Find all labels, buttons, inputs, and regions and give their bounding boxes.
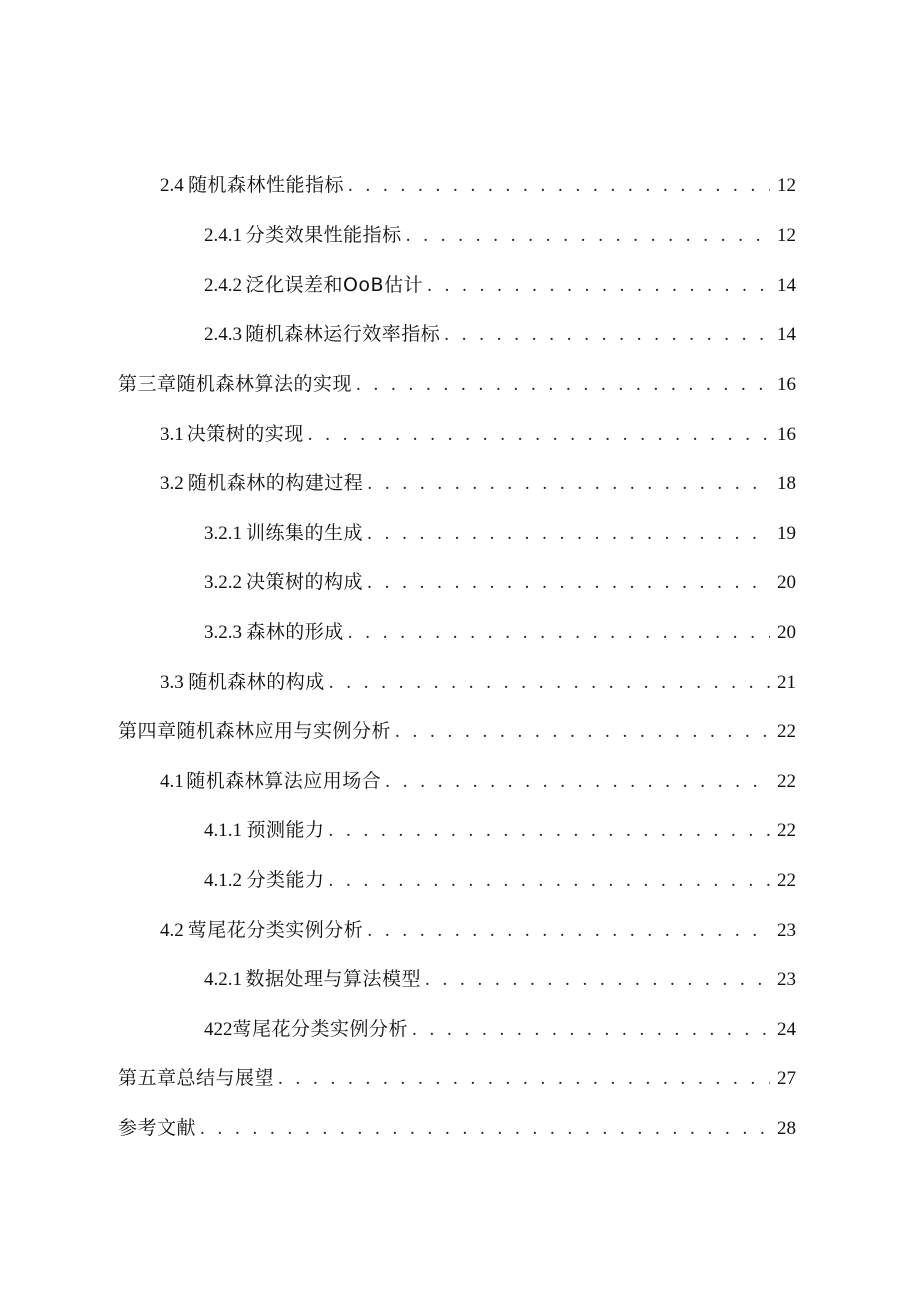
toc-page: 27 [777,1068,796,1089]
toc-page: 22 [777,870,796,891]
toc-title: 随机森林的构建过程 [187,472,364,494]
toc-number: 3.1 [160,424,184,445]
toc-number: 2.4.2 [204,275,242,296]
toc-number: 4.2 [160,920,184,941]
dot-leader [367,567,770,599]
dot-leader [328,865,770,897]
toc-number: 3.2.1 [204,523,242,544]
dot-leader [356,369,770,401]
dot-leader [348,617,770,649]
dot-leader [395,716,770,748]
toc-page: 20 [777,622,796,643]
toc-page: 20 [777,572,796,593]
toc-page: 28 [777,1118,796,1139]
toc-entry-3-2[interactable] [160,467,796,499]
toc-entry-4-2-2[interactable] [204,1013,796,1045]
toc-title: 决策树的构成 [246,571,364,593]
toc-title: 分类效果性能指标 [245,224,402,246]
toc-title: 训练集的生成 [246,522,364,544]
toc-title: 第五章总结与展望 [118,1067,275,1089]
toc-page: 22 [777,721,796,742]
toc-number: 3.2.2 [204,572,242,593]
toc-entry-chapter-5[interactable] [118,1062,796,1094]
toc-entry-references[interactable] [118,1112,796,1144]
toc-page: 21 [777,672,796,693]
dot-leader [329,667,770,699]
toc-entry-chapter-3[interactable] [118,368,796,400]
toc-title: 第四章随机森林应用与实例分析 [118,720,392,742]
toc-title: 预测能力 [246,819,325,841]
toc-entry-2-4-3[interactable] [204,318,796,350]
dot-leader [406,220,770,252]
toc-title: 森林的形成 [246,621,344,643]
toc-page: 18 [777,473,796,494]
dot-leader [444,319,770,351]
toc-entry-4-2-1[interactable] [204,963,796,995]
toc-title: 决策树的实现 [186,423,304,445]
toc-entry-chapter-4[interactable] [118,715,796,747]
toc-title: 随机森林性能指标 [188,174,345,196]
toc-page: 24 [777,1019,796,1040]
toc-title: 随机森林的构成 [188,671,325,693]
toc-entry-2-4[interactable] [160,169,796,201]
dot-leader [348,170,770,202]
dot-leader [367,468,770,500]
toc-page: 22 [777,771,796,792]
toc-title: 参考文献 [118,1117,197,1139]
toc-title: 莺尾花分类实例分析 [232,1018,409,1040]
toc-page: 19 [777,523,796,544]
toc-title: 随机森林算法应用场合 [186,770,382,792]
toc-page: 14 [777,275,796,296]
toc-page: 23 [777,920,796,941]
dot-leader [200,1113,770,1145]
dot-leader [308,419,770,451]
toc-page: 12 [777,175,796,196]
toc-title: 随机森林运行效率指标 [245,323,441,345]
toc-entry-3-1[interactable] [160,418,796,450]
toc-entry-3-2-2[interactable] [204,566,796,598]
toc-title: 数据处理与算法模型 [245,968,421,990]
toc-number: 4.2.1 [204,969,242,990]
toc-title: 莺尾花分类实例分析 [187,919,364,941]
toc-number: 4.1 [160,771,184,792]
toc-page: 12 [777,225,796,246]
toc-entry-3-3[interactable] [160,666,796,698]
dot-leader [412,1014,770,1046]
dot-leader [427,270,770,302]
toc-page: 16 [777,374,796,395]
toc-entry-3-2-3[interactable] [204,616,796,648]
dot-leader [367,915,770,947]
toc-title: 第三章随机森林算法的实现 [118,373,353,395]
toc-entry-2-4-2[interactable] [204,269,796,301]
toc-page: 22 [777,820,796,841]
toc-entry-4-1-1[interactable] [204,814,796,846]
toc-title: 泛化误差和OoB估计 [245,274,424,296]
toc-page: 23 [777,969,796,990]
dot-leader [278,1063,770,1095]
toc-entry-4-2[interactable] [160,914,796,946]
dot-leader [367,518,770,550]
toc-number: 3.2.3 [204,622,242,643]
toc-title: 分类能力 [246,869,325,891]
toc-number: 3.2 [160,473,184,494]
toc-page: 14 [777,324,796,345]
toc-entry-4-1[interactable] [160,765,796,797]
toc-entry-3-2-1[interactable] [204,517,796,549]
dot-leader [385,766,770,798]
toc-number: 422 [204,1019,233,1040]
toc-number: 2.4.3 [204,324,242,345]
dot-leader [328,815,770,847]
toc-entry-2-4-1[interactable] [204,219,796,251]
toc-entry-4-1-2[interactable] [204,864,796,896]
dot-leader [425,964,770,996]
toc-number: 4.1.1 [204,820,242,841]
toc-page: 16 [777,424,796,445]
toc-number: 4.1.2 [204,870,242,891]
toc-number: 2.4.1 [204,225,242,246]
toc-number: 3.3 [160,672,184,693]
toc-number: 2.4 [160,175,184,196]
